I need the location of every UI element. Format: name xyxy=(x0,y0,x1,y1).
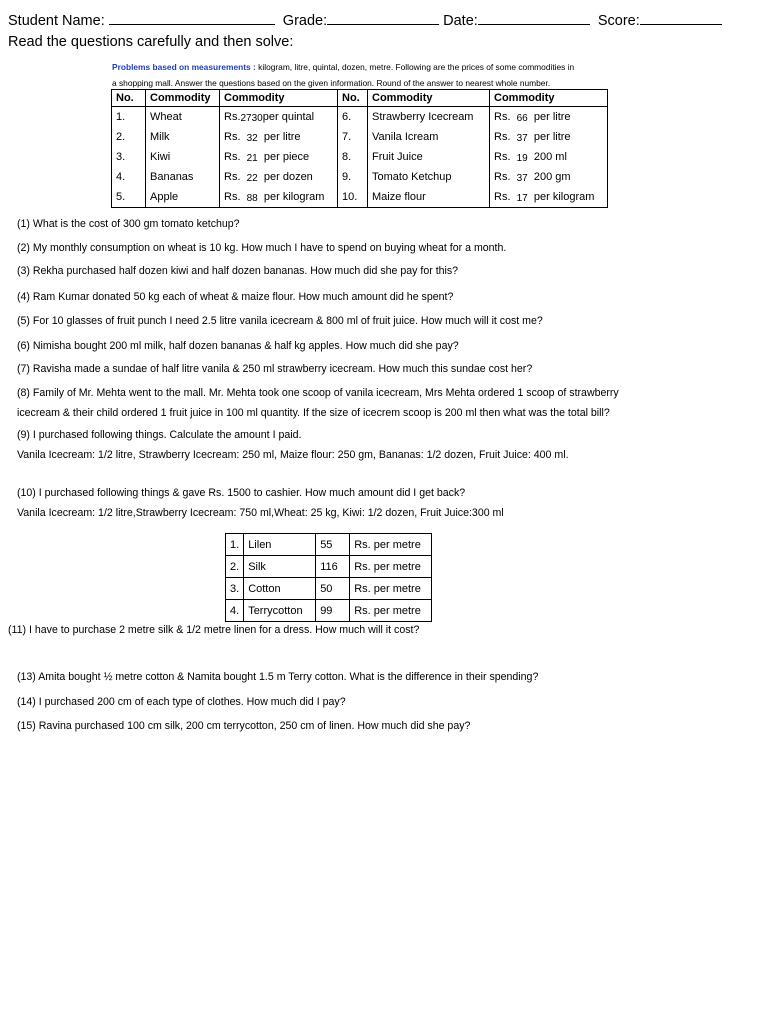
question-10-line1: (10) I purchased following things & gave Rs. 1500 to cashier. How much amount did I get back? xyxy=(17,487,466,499)
score-blank[interactable] xyxy=(640,10,722,25)
price-value: 22 xyxy=(246,173,258,184)
commodity-name: Wheat xyxy=(146,107,220,128)
item-number: 1. xyxy=(226,534,244,556)
cloth-price: 55 xyxy=(316,534,350,556)
currency: Rs. xyxy=(494,151,511,163)
price-value: 2730 xyxy=(240,113,263,124)
price-value: 88 xyxy=(246,193,258,204)
commodity-name: Kiwi xyxy=(146,147,220,167)
currency: Rs. xyxy=(224,191,241,203)
price-value: 66 xyxy=(516,113,528,124)
question-8-line2: icecream & their child ordered 1 fruit juice in 100 ml quantity. If the size of icecrem scoop is 200 ml then what was the total bill? xyxy=(17,407,610,419)
commodity-price xyxy=(490,187,608,208)
table-row xyxy=(112,107,608,128)
question-4: (4) Ram Kumar donated 50 kg each of wheat & maize flour. How much amount did he spent? xyxy=(17,291,454,303)
currency: Rs. xyxy=(494,171,511,183)
cloth-unit: Rs. per metre xyxy=(350,556,432,578)
price-value: 32 xyxy=(246,133,258,144)
worksheet-header xyxy=(8,10,760,29)
item-number: 4. xyxy=(112,167,146,187)
date-label: Date: xyxy=(443,13,478,29)
intro-paragraph xyxy=(112,60,612,91)
price-value: 37 xyxy=(516,173,528,184)
question-15: (15) Ravina purchased 100 cm silk, 200 cm terrycotton, 250 cm of linen. How much did she pay? xyxy=(17,720,471,732)
column-header: Commodity xyxy=(146,90,220,107)
commodity-name: Bananas xyxy=(146,167,220,187)
student-name-blank[interactable] xyxy=(109,10,275,25)
price-unit: per piece xyxy=(263,151,310,163)
grade-label: Grade: xyxy=(282,13,328,29)
cloth-price: 99 xyxy=(316,600,350,622)
item-number: 5. xyxy=(112,187,146,208)
commodity-price xyxy=(490,127,608,147)
intro-text-line1: kilogram, litre, quintal, dozen, metre. Following are the prices of some commodities in xyxy=(255,62,575,72)
table-row xyxy=(112,127,608,147)
price-unit: 200 ml xyxy=(533,151,567,163)
table-row xyxy=(226,578,432,600)
score-label: Score: xyxy=(597,13,640,29)
commodity-price xyxy=(220,107,338,128)
table-row xyxy=(112,147,608,167)
commodity-price xyxy=(220,167,338,187)
intro-text-line2: a shopping mall. Answer the questions based on the given information. Round of the answer to nearest whole number. xyxy=(112,77,551,88)
currency: Rs. xyxy=(224,151,241,163)
table-row xyxy=(226,556,432,578)
commodity-price-table xyxy=(111,89,608,208)
price-unit: per litre xyxy=(263,131,301,143)
price-unit: per quintal xyxy=(262,111,315,123)
price-unit: per kilogram xyxy=(263,191,325,203)
question-2: (2) My monthly consumption on wheat is 10 kg. How much I have to spend on buying wheat for a month. xyxy=(17,242,507,254)
currency: Rs. xyxy=(494,191,511,203)
question-7: (7) Ravisha made a sundae of half litre vanila & 250 ml strawberry icecream. How much this sundae cost her? xyxy=(17,363,533,375)
commodity-price xyxy=(220,147,338,167)
question-11: (11) I have to purchase 2 metre silk & 1/2 metre linen for a dress. How much will it cost? xyxy=(8,624,420,636)
price-value: 17 xyxy=(516,193,528,204)
price-value: 37 xyxy=(516,133,528,144)
price-unit: per litre xyxy=(533,111,571,123)
student-name-label: Student Name: xyxy=(8,13,105,29)
item-number: 1. xyxy=(112,107,146,128)
column-header: Commodity xyxy=(368,90,490,107)
question-9-line1: (9) I purchased following things. Calculate the amount I paid. xyxy=(17,429,302,441)
item-number: 10. xyxy=(338,187,368,208)
cloth-name: Silk xyxy=(244,556,316,578)
price-unit: per kilogram xyxy=(533,191,595,203)
grade-blank[interactable] xyxy=(327,10,439,25)
question-10-line2: Vanila Icecream: 1/2 litre,Strawberry Icecream: 750 ml,Wheat: 25 kg, Kiwi: 1/2 dozen, Fruit Juice:300 ml xyxy=(17,507,504,519)
commodity-price xyxy=(490,107,608,128)
currency: Rs. xyxy=(224,111,241,123)
question-3: (3) Rekha purchased half dozen kiwi and half dozen bananas. How much did she pay for this? xyxy=(17,265,459,277)
price-unit: 200 gm xyxy=(533,171,571,183)
item-number: 6. xyxy=(338,107,368,128)
currency: Rs. xyxy=(224,131,241,143)
question-8-line1: (8) Family of Mr. Mehta went to the mall. Mr. Mehta took one scoop of vanila icecream, Mrs Mehta ordered 1 scoop of strawberry xyxy=(17,387,619,399)
table-row xyxy=(226,534,432,556)
price-value: 21 xyxy=(246,153,258,164)
commodity-name: Tomato Ketchup xyxy=(368,167,490,187)
currency: Rs. xyxy=(494,111,511,123)
intro-lead: Problems based on measurements : xyxy=(112,62,256,72)
commodity-price xyxy=(220,127,338,147)
table-row xyxy=(112,187,608,208)
cloth-price-table xyxy=(225,533,432,622)
item-number: 2. xyxy=(226,556,244,578)
table-row xyxy=(226,600,432,622)
commodity-price xyxy=(490,167,608,187)
column-header: No. xyxy=(112,90,146,107)
column-header: No. xyxy=(338,90,368,107)
cloth-name: Lilen xyxy=(244,534,316,556)
commodity-name: Fruit Juice xyxy=(368,147,490,167)
cloth-unit: Rs. per metre xyxy=(350,578,432,600)
table-header-row xyxy=(112,90,608,107)
question-5: (5) For 10 glasses of fruit punch I need 2.5 litre vanila icecream & 800 ml of fruit juice. How much will it cost me? xyxy=(17,315,543,327)
price-unit: per dozen xyxy=(263,171,313,183)
item-number: 7. xyxy=(338,127,368,147)
column-header: Commodity xyxy=(220,90,338,107)
commodity-name: Maize flour xyxy=(368,187,490,208)
column-header: Commodity xyxy=(490,90,608,107)
cloth-name: Cotton xyxy=(244,578,316,600)
question-9-line2: Vanila Icecream: 1/2 litre, Strawberry Icecream: 250 ml, Maize flour: 250 gm, Bananas: 1/2 dozen, Fruit Juice: 400 ml. xyxy=(17,449,569,461)
item-number: 4. xyxy=(226,600,244,622)
price-value: 19 xyxy=(516,153,528,164)
instructions: Read the questions carefully and then solve: xyxy=(8,34,294,50)
cloth-price: 116 xyxy=(316,556,350,578)
item-number: 3. xyxy=(112,147,146,167)
item-number: 9. xyxy=(338,167,368,187)
commodity-price xyxy=(220,187,338,208)
cloth-unit: Rs. per metre xyxy=(350,600,432,622)
commodity-name: Milk xyxy=(146,127,220,147)
item-number: 3. xyxy=(226,578,244,600)
table-row xyxy=(112,167,608,187)
item-number: 2. xyxy=(112,127,146,147)
cloth-price: 50 xyxy=(316,578,350,600)
question-1: (1) What is the cost of 300 gm tomato ketchup? xyxy=(17,218,240,230)
question-14: (14) I purchased 200 cm of each type of clothes. How much did I pay? xyxy=(17,696,346,708)
question-6: (6) Nimisha bought 200 ml milk, half dozen bananas & half kg apples. How much did she pay? xyxy=(17,340,459,352)
currency: Rs. xyxy=(224,171,241,183)
commodity-price xyxy=(490,147,608,167)
commodity-name: Strawberry Icecream xyxy=(368,107,490,128)
commodity-name: Apple xyxy=(146,187,220,208)
cloth-name: Terrycotton xyxy=(244,600,316,622)
currency: Rs. xyxy=(494,131,511,143)
item-number: 8. xyxy=(338,147,368,167)
cloth-unit: Rs. per metre xyxy=(350,534,432,556)
commodity-name: Vanila Icream xyxy=(368,127,490,147)
price-unit: per litre xyxy=(533,131,571,143)
question-13: (13) Amita bought ½ metre cotton & Namita bought 1.5 m Terry cotton. What is the difference in their spending? xyxy=(17,671,539,683)
date-blank[interactable] xyxy=(478,10,590,25)
